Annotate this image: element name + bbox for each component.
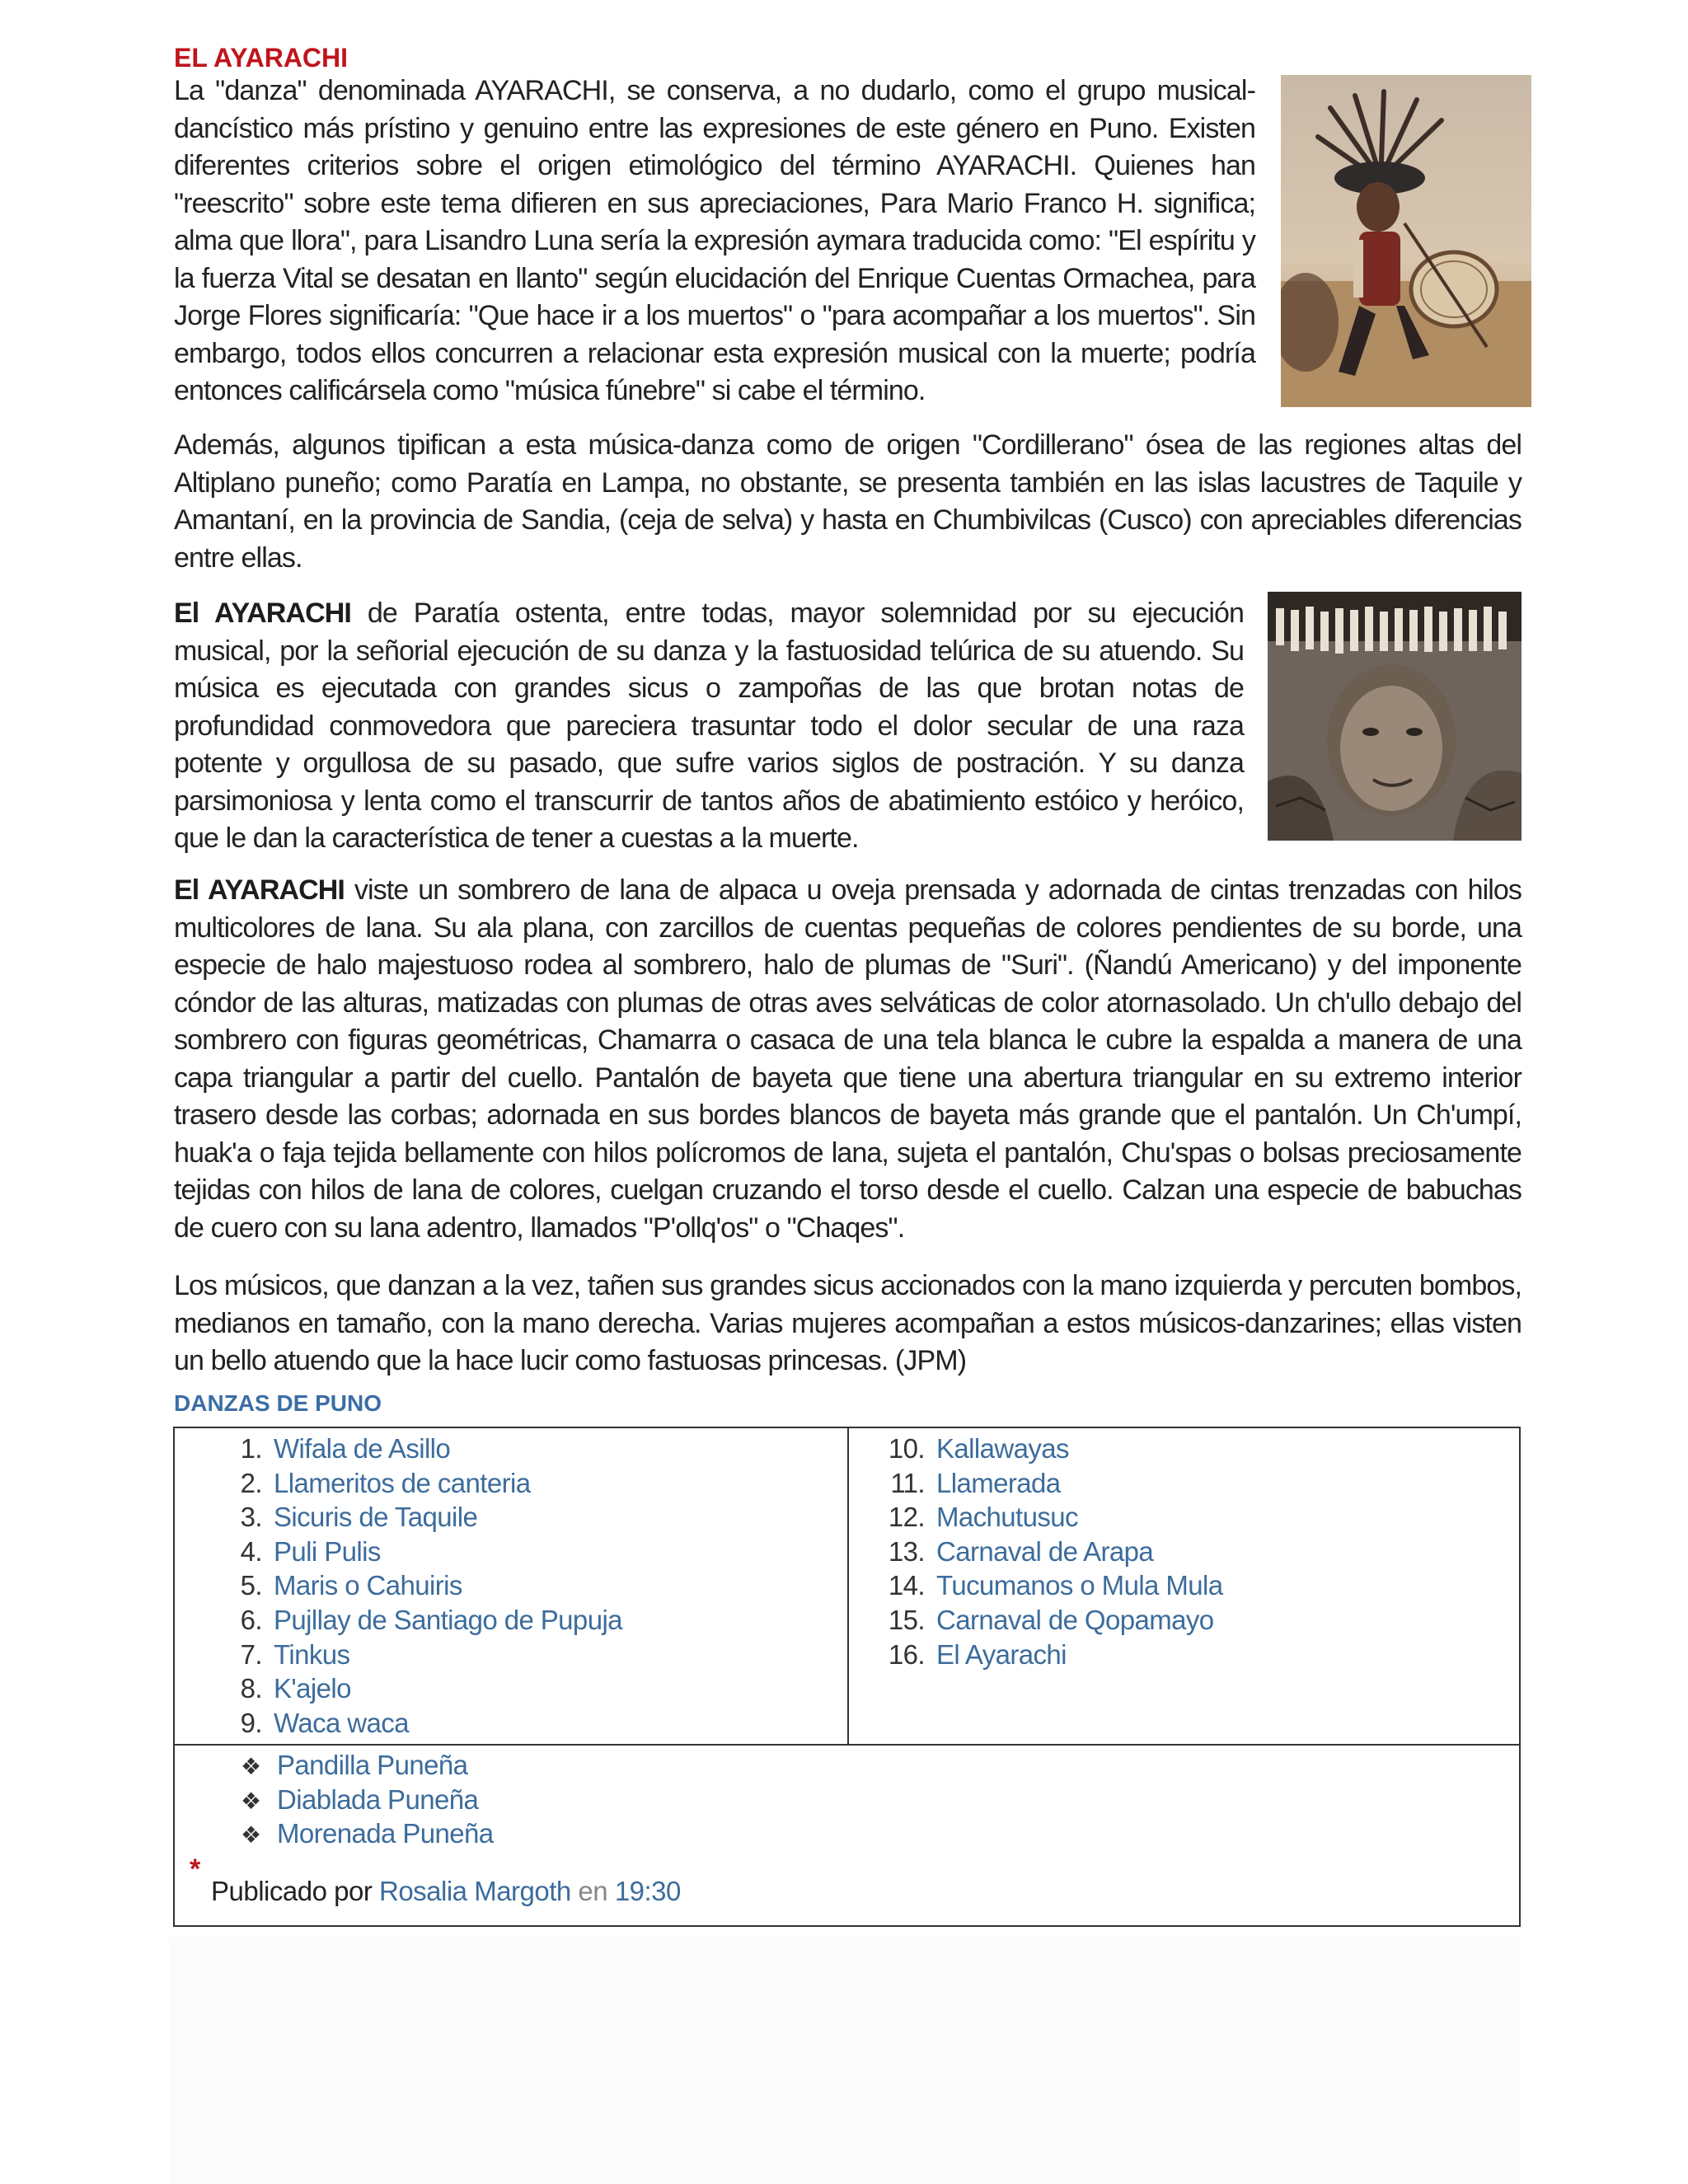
danza-number: 16. [888, 1638, 925, 1670]
danzas-list-left [216, 1432, 622, 1740]
published-line [211, 1875, 681, 1908]
danza-link[interactable]: Tucumanos o Mula Mula [936, 1570, 1223, 1601]
danza-link[interactable]: Diablada Puneña [277, 1783, 479, 1815]
article-title: EL AYARACHI [174, 43, 349, 73]
danza-link[interactable]: El Ayarachi [936, 1638, 1067, 1670]
danza-number: 8. [240, 1673, 262, 1704]
table-row-divider [175, 1744, 1519, 1746]
danza-link[interactable]: Llamerada [936, 1467, 1061, 1498]
danza-item [875, 1638, 1223, 1672]
danza-link[interactable]: Tinkus [274, 1638, 350, 1670]
paragraph-5: Los músicos, que danzan a la vez, tañen sus grandes sicus accionados con la mano izquierda y percuten bombos, medianos en tamaño, con la mano derecha. Varias mujeres acompañan a estos músicos-danzarines; ellas visten un bello atuendo que la hace lucir como fastuosas princesas. (JPM) [174, 1270, 1522, 1376]
danza-link[interactable]: Puli Pulis [274, 1535, 381, 1567]
author-link[interactable]: Rosalia Margoth [378, 1876, 571, 1906]
diamond-bullet-icon: ❖ [241, 1788, 261, 1814]
danza-item [875, 1500, 1223, 1535]
danza-item [216, 1603, 622, 1638]
asterisk-mark: * [190, 1854, 201, 1885]
danza-number: 9. [240, 1707, 262, 1738]
danza-extra-item [241, 1816, 494, 1851]
danza-number: 12. [888, 1502, 925, 1533]
danza-link[interactable]: K'ajelo [274, 1673, 351, 1704]
published-separator: en [570, 1876, 615, 1906]
danza-number: 4. [240, 1535, 262, 1567]
paragraph-1: La "danza" denominada AYARACHI, se conserva, a no dudarlo, como el grupo musical-dancístico más prístino y genuino entre las expresiones de este género en Puno. Existen diferentes criterios sobre el origen etimológico del término AYARACHI. Quienes han "reescrito" sobre este tema difieren en sus apreciaciones, Para Mario Franco H. significa; alma que llora", para Lisandro Luna sería la expresión aymara traducida como: "El espíritu y la fuerza Vital se desatan en llanto" según elucidación del Enrique Cuentas Ormachea, para Jorge Flores significaría: "Que hace ir a los muertos" o "para acompañar a los muertos". Sin embargo, todos ellos concurren a relacionar esta expresión musical con la muerte; podría entonces calificársela como "música fúnebre" si cabe el término. [174, 75, 1255, 406]
table-column-divider [847, 1428, 849, 1744]
danza-link[interactable]: Pujllay de Santiago de Pupuja [274, 1604, 622, 1635]
danzas-heading: DANZAS DE PUNO [174, 1390, 382, 1416]
ayarachi-portrait-photo [1268, 592, 1522, 841]
danza-extra-item [241, 1748, 494, 1783]
danza-item [216, 1671, 622, 1706]
paragraph-2: Además, algunos tipifican a esta música-danza como de origen "Cordillerano" ósea de las regiones altas del Altiplano puneño; como Paratía en Lampa, no obstante, se presenta también en las islas lacustres de Taquile y Amantaní, en la provincia de Sandia, (ceja de selva) y hasta en Chumbivilcas (Cusco) con apreciables diferencias entre ellas. [174, 429, 1522, 574]
danza-item [875, 1568, 1223, 1603]
danza-link[interactable]: Waca waca [274, 1707, 409, 1738]
danza-number: 13. [888, 1535, 925, 1567]
danza-link[interactable]: Morenada Puneña [277, 1818, 494, 1849]
diamond-bullet-icon: ❖ [241, 1754, 261, 1779]
diamond-bullet-icon: ❖ [241, 1822, 261, 1849]
danza-extra-item [241, 1783, 494, 1817]
paragraph-3-text: de Paratía ostenta, entre todas, mayor solemnidad por su ejecución musical, por la señorial ejecución de su danza y la fastuosidad telúrica de su atuendo. Su música es ejecutada con grandes sicus o zampoñas de las que brotan notas de profundidad conmovedora que pareciera trasuntar todo el dolor secular de una raza potente y orgullosa de su pasado, que sufre varios siglos de postración. Y su danza parsimoniosa y lenta como el transcurrir de tantos años de abatimiento estóico y heróico, que le dan la característica de tener a cuestas a la muerte. [174, 598, 1244, 854]
danza-item [875, 1432, 1223, 1466]
danza-link[interactable]: Pandilla Puneña [277, 1750, 468, 1780]
danza-number: 11. [890, 1467, 925, 1498]
paragraph-4-text: viste un sombrero de lana de alpaca u oveja prensada y adornada de cintas trenzadas con hilos multicolores de lana. Su ala plana, con zarcillos de cuentas pequeñas de colores pendientes de su borde, una especie de halo majestuoso rodea al sombrero, halo de plumas de "Suri". (Ñandú Americano) y del imponente cóndor de las alturas, matizadas con plumas de otras aves selváticas de color atornasolado. Un ch'ullo debajo del sombrero con figuras geométricas, Chamarra o casaca de una tela blanca le cubre la espalda a manera de una capa triangular a partir del cuello. Pantalón de bayeta que tiene una abertura triangular en su extremo interior trasero desde las corbas; adornada en sus bordes blancos de bayeta más grande que el pantalón. Un Ch'umpí, huak'a o faja tejida bellamente con hilos polícromos de lana, sujeta el pantalón, Chu'spas o bolsas preciosamente tejidas con hilos de lana de colores, cuelgan cruzando el torso desde el cuello. Calzan una especie de babuchas de cuero con su lana adentro, llamados "P'ollq'os" o "Chaqes". [174, 874, 1522, 1244]
danza-number: 6. [240, 1604, 262, 1635]
danza-item [875, 1466, 1223, 1501]
danza-number: 15. [888, 1604, 925, 1635]
danza-item [216, 1706, 622, 1741]
danza-item [216, 1466, 622, 1501]
danza-number: 3. [240, 1502, 262, 1533]
danza-link[interactable]: Maris o Cahuiris [274, 1570, 462, 1601]
danza-link[interactable]: Kallawayas [936, 1433, 1069, 1464]
danza-number: 7. [240, 1638, 262, 1670]
danza-link[interactable]: Sicuris de Taquile [274, 1502, 478, 1533]
published-prefix: Publicado por [211, 1876, 379, 1906]
danza-item [216, 1500, 622, 1535]
danzas-list-extra [241, 1748, 494, 1851]
danza-item [216, 1535, 622, 1569]
danza-link[interactable]: Wifala de Asillo [274, 1433, 451, 1464]
danza-item [216, 1432, 622, 1466]
danza-link[interactable]: Machutusuc [936, 1502, 1078, 1533]
danza-link[interactable]: Carnaval de Qopamayo [936, 1604, 1214, 1635]
danza-number: 1. [240, 1433, 262, 1464]
danza-link[interactable]: Carnaval de Arapa [936, 1535, 1154, 1567]
danza-number: 2. [240, 1467, 262, 1498]
paragraph-4 [174, 872, 1522, 1247]
danza-number: 14. [888, 1570, 925, 1601]
ayarachi-dancer-photo [1281, 75, 1531, 407]
danzas-table [173, 1427, 1521, 1927]
post-time-link[interactable]: 19:30 [614, 1876, 681, 1906]
danza-item [216, 1638, 622, 1672]
danza-link[interactable]: Llameritos de canteria [274, 1467, 531, 1498]
danzas-list-right [875, 1432, 1223, 1671]
danza-item [875, 1603, 1223, 1638]
paragraph-4-lead: El AYARACHI [174, 874, 345, 906]
paragraph-3-lead: El AYARACHI [174, 598, 351, 629]
danza-number: 10. [888, 1433, 925, 1464]
paragraph-3 [174, 595, 1244, 858]
page-bottom-area [169, 1937, 1521, 2184]
danza-number: 5. [240, 1570, 262, 1601]
danza-item [216, 1568, 622, 1603]
danza-item [875, 1535, 1223, 1569]
